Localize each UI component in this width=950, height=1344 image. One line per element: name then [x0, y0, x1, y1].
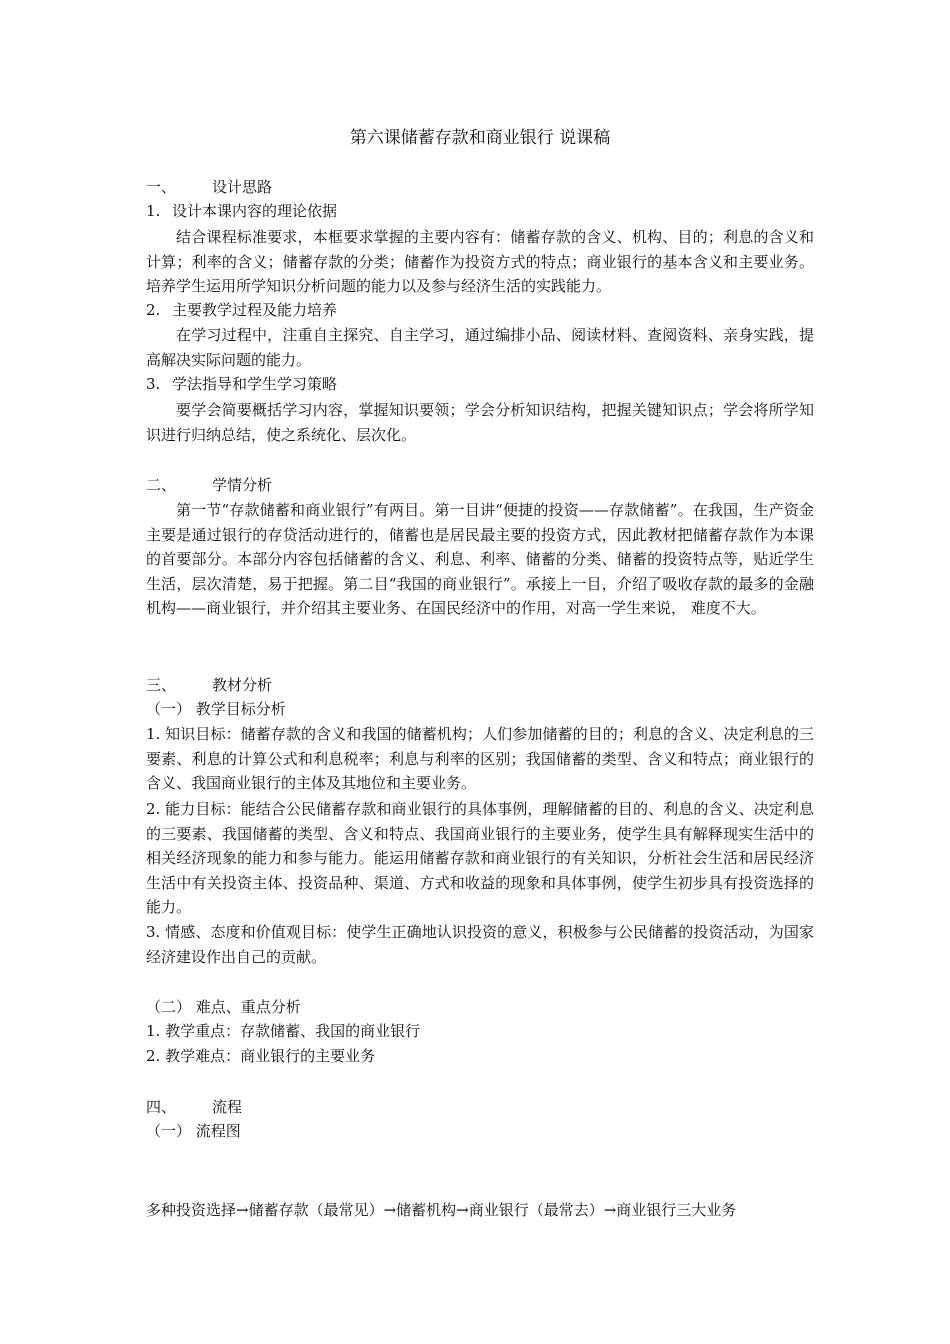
section-number: 四、 [146, 1098, 177, 1116]
document-title: 第六课储蓄存款和商业银行 说课稿 [349, 128, 611, 148]
item-number: 3. [146, 375, 161, 393]
section-number: 二、 [146, 476, 177, 494]
paragraph: 在学习过程中，注重自主探究、自主学习，通过编排小品、阅读材料、查阅资料、亲身实践，提高解决实际问题的能力。 [146, 326, 814, 369]
item-title: 学法指导和学生学习策略 [172, 375, 338, 393]
item-title: 设计本课内容的理论依据 [172, 202, 338, 220]
paragraph: 2. 能力目标：能结合公民储蓄存款和商业银行的具体事例，理解储蓄的目的、利息的含义、决定利息的三要素、我国储蓄的类型、含义和特点、我国商业银行的主要业务，使学生具有解释现实生活中的相关经济现象的能力和参与能力。能运用储蓄存款和商业银行的有关知识，分析社会生活和居民经济生活中有关投资主体、投资品种、渠道、方式和收益的现象和具体事例，使学生初步具有投资选择的能力。 [146, 800, 814, 916]
section-1-heading [146, 175, 814, 199]
list-item: 1. 教学重点：存款储蓄、我国的商业银行 [146, 1022, 421, 1040]
item-number: 1. [146, 202, 161, 220]
item-number: 2. [146, 301, 161, 319]
subsection-heading: （一） 教学目标分析 [146, 700, 286, 718]
subsection-heading: （二） 难点、重点分析 [146, 998, 301, 1016]
section-title: 设计思路 [212, 178, 273, 196]
subsection-heading: （一） 流程图 [146, 1122, 241, 1140]
section-title: 教材分析 [212, 676, 273, 694]
flow-chart-text: 多种投资选择→储蓄存款（最常见）→储蓄机构→商业银行（最常去）→商业银行三大业务 [146, 1201, 737, 1219]
section-title: 流程 [212, 1098, 243, 1116]
subsection-heading [146, 372, 814, 396]
section-title: 学情分析 [212, 476, 273, 494]
section-3-heading [146, 673, 814, 697]
subsection-heading [146, 199, 814, 223]
paragraph: 1. 知识目标：储蓄存款的含义和我国的储蓄机构；人们参加储蓄的目的；利息的含义、决定利息的三要素、利息的计算公式和利息税率；利息与利率的区别；我国储蓄的类型、含义和特点；商业银行的含义、我国商业银行的主体及其地位和主要业务。 [146, 725, 814, 792]
section-number: 一、 [146, 178, 177, 196]
section-4-heading [146, 1095, 814, 1119]
paragraph: 第一节“存款储蓄和商业银行”有两目。第一目讲“便捷的投资——存款储蓄”。在我国，生产资金主要是通过银行的存贷活动进行的，储蓄也是居民最主要的投资方式，因此教材把储蓄存款作为本课的首要部分。本部分内容包括储蓄的含义、利息、利率、储蓄的分类、储蓄的投资特点等，贴近学生生活，层次清楚，易于把握。第二目“我国的商业银行”。承接上一目，介绍了吸收存款的最多的金融机构——商业银行，并介绍其主要业务、在国民经济中的作用，对高一学生来说， 难度不大。 [146, 501, 814, 617]
subsection-heading [146, 298, 814, 322]
paragraph: 3. 情感、态度和价值观目标：使学生正确地认识投资的意义，积极参与公民储蓄的投资活动，为国家经济建设作出自己的贡献。 [146, 923, 814, 966]
paragraph: 结合课程标准要求，本框要求掌握的主要内容有：储蓄存款的含义、机构、目的；利息的含义和计算；利率的含义；储蓄存款的分类；储蓄作为投资方式的特点；商业银行的基本含义和主要业务。培养学生运用所学知识分析问题的能力以及参与经济生活的实践能力。 [146, 228, 814, 295]
section-number: 三、 [146, 676, 177, 694]
paragraph: 要学会简要概括学习内容，掌握知识要领；学会分析知识结构，把握关键知识点；学会将所学知识进行归纳总结，使之系统化、层次化。 [146, 401, 814, 444]
item-title: 主要教学过程及能力培养 [172, 301, 338, 319]
section-2-heading [146, 473, 814, 497]
list-item: 2. 教学难点：商业银行的主要业务 [146, 1047, 376, 1065]
